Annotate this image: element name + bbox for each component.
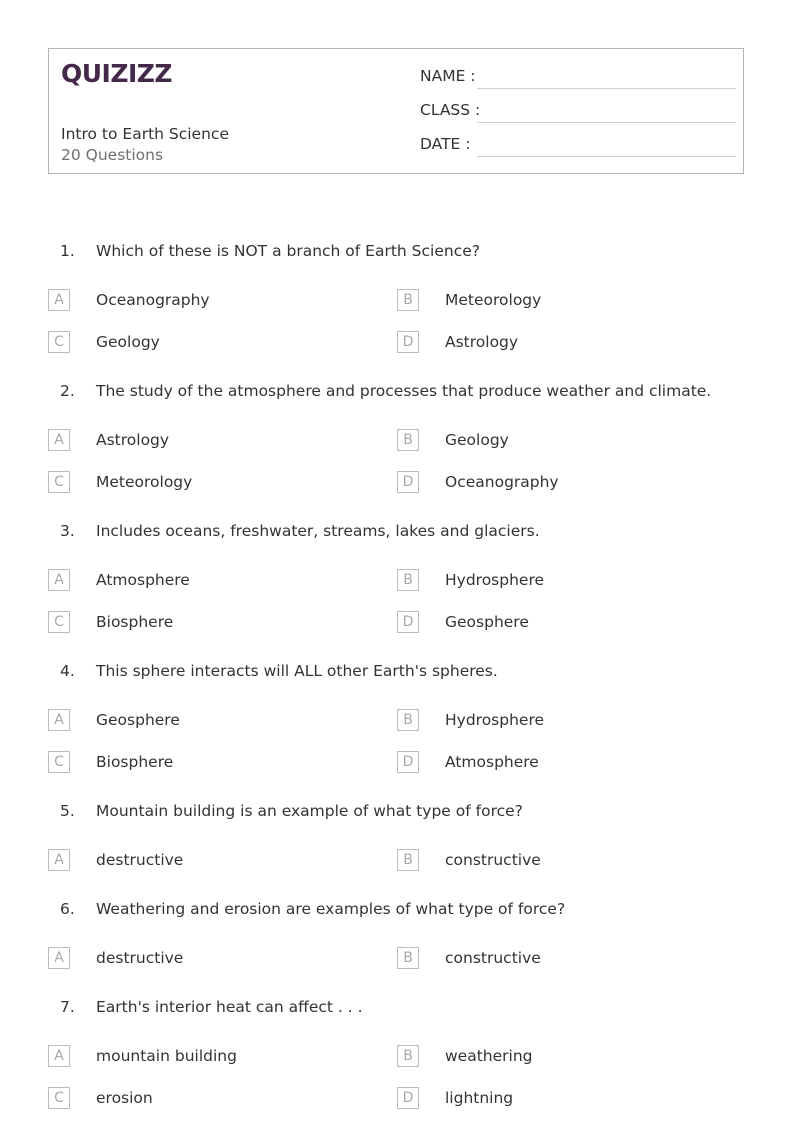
question-number: 5.	[60, 802, 75, 820]
option-letter-box: B	[397, 849, 419, 871]
option-letter-box: C	[48, 611, 70, 633]
option-text: Meteorology	[445, 291, 542, 309]
option-text: Geosphere	[96, 711, 180, 729]
name-line	[477, 88, 736, 89]
option-letter-box: D	[397, 331, 419, 353]
option-letter-box: A	[48, 429, 70, 451]
option-letter-box: B	[397, 709, 419, 731]
option-text: Astrology	[445, 333, 519, 351]
class-line	[477, 122, 736, 123]
option-text: Atmosphere	[445, 753, 539, 771]
question-text: This sphere interacts will ALL other Earth's spheres.	[96, 662, 498, 680]
option-text: constructive	[445, 949, 541, 967]
question-number: 3.	[60, 522, 75, 540]
option-text: Geosphere	[445, 613, 529, 631]
question-text: Mountain building is an example of what type of force?	[96, 802, 523, 820]
question-number: 7.	[60, 998, 75, 1016]
name-field	[420, 67, 736, 89]
date-line	[477, 156, 736, 157]
option-text: Oceanography	[96, 291, 210, 309]
option-text: Hydrosphere	[445, 711, 545, 729]
option-letter-box: D	[397, 471, 419, 493]
option-letter-box: C	[48, 471, 70, 493]
option-text: lightning	[445, 1089, 514, 1107]
option-letter-box: D	[397, 1087, 419, 1109]
option-text: Meteorology	[96, 473, 193, 491]
option-letter-box: A	[48, 709, 70, 731]
option-text: weathering	[445, 1047, 533, 1065]
class-field	[420, 101, 736, 123]
option-letter-box: A	[48, 947, 70, 969]
option-text: destructive	[96, 949, 184, 967]
option-text: destructive	[96, 851, 184, 869]
option-text: Atmosphere	[96, 571, 190, 589]
date-field	[420, 135, 736, 157]
question-text: Earth's interior heat can affect . . .	[96, 998, 363, 1016]
question-count: 20 Questions	[61, 146, 164, 164]
option-text: erosion	[96, 1089, 153, 1107]
option-letter-box: B	[397, 429, 419, 451]
question-text: Includes oceans, freshwater, streams, lakes and glaciers.	[96, 522, 540, 540]
option-text: Hydrosphere	[445, 571, 545, 589]
option-text: Geology	[96, 333, 160, 351]
option-letter-box: C	[48, 751, 70, 773]
quizizz-logo: QUIZIZZ	[61, 59, 173, 88]
option-letter-box: C	[48, 331, 70, 353]
option-text: Oceanography	[445, 473, 559, 491]
question-text: Which of these is NOT a branch of Earth Science?	[96, 242, 480, 260]
question-text: Weathering and erosion are examples of what type of force?	[96, 900, 566, 918]
option-letter-box: B	[397, 947, 419, 969]
worksheet-header	[48, 48, 744, 174]
option-letter-box: C	[48, 1087, 70, 1109]
question-number: 2.	[60, 382, 75, 400]
question-text: The study of the atmosphere and processes that produce weather and climate.	[96, 382, 712, 400]
question-number: 6.	[60, 900, 75, 918]
option-letter-box: B	[397, 569, 419, 591]
name-label: NAME :	[420, 67, 476, 85]
class-label: CLASS :	[420, 101, 481, 119]
worksheet-title: Intro to Earth Science	[61, 125, 229, 143]
option-letter-box: D	[397, 611, 419, 633]
option-letter-box: A	[48, 1045, 70, 1067]
option-letter-box: B	[397, 289, 419, 311]
option-letter-box: B	[397, 1045, 419, 1067]
option-letter-box: A	[48, 849, 70, 871]
option-letter-box: A	[48, 569, 70, 591]
option-text: Biosphere	[96, 613, 174, 631]
question-number: 1.	[60, 242, 75, 260]
option-text: Astrology	[96, 431, 170, 449]
option-letter-box: A	[48, 289, 70, 311]
option-text: constructive	[445, 851, 541, 869]
option-text: mountain building	[96, 1047, 237, 1065]
option-letter-box: D	[397, 751, 419, 773]
option-text: Geology	[445, 431, 509, 449]
date-label: DATE :	[420, 135, 471, 153]
question-number: 4.	[60, 662, 75, 680]
option-text: Biosphere	[96, 753, 174, 771]
